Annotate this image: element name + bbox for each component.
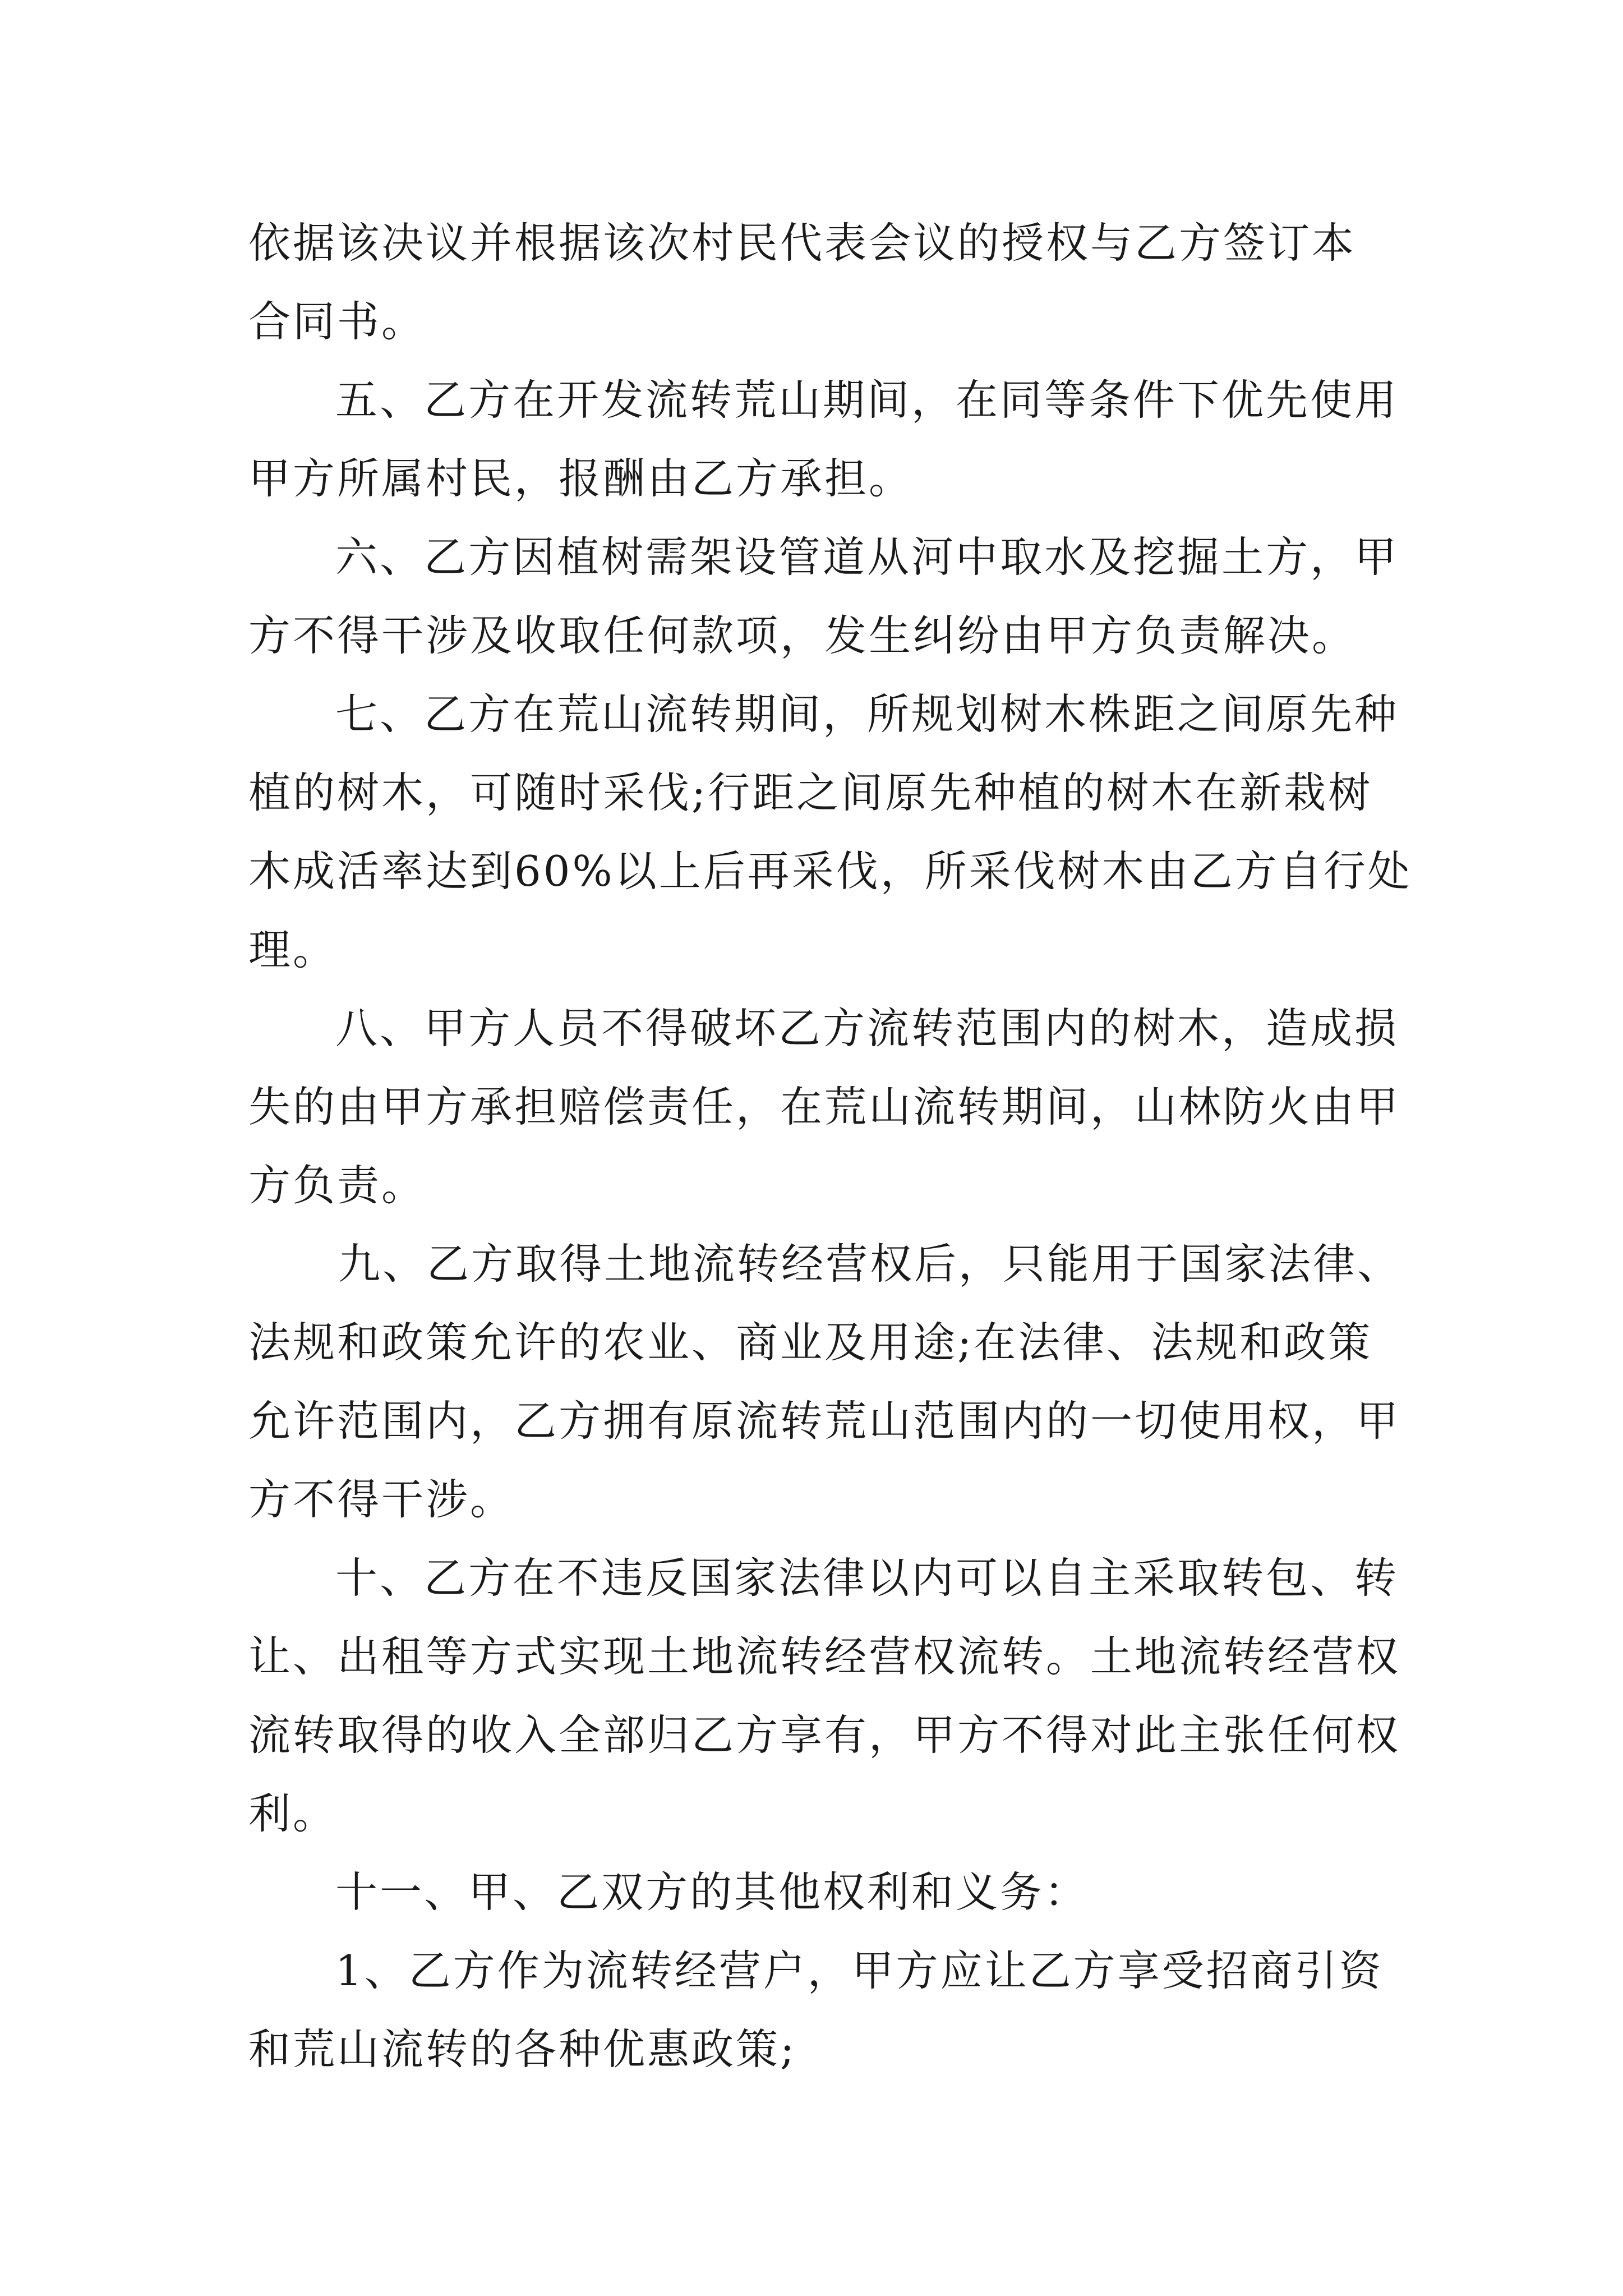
clause-5-line: 五、乙方在开发流转荒山期间，在同等条件下优先使用 [335, 375, 1399, 425]
text-line: 流转取得的收入全部归乙方享有，甲方不得对此主张任何权 [248, 1710, 1401, 1760]
text-line: 方不得干涉及收取任何款项，发生纠纷由甲方负责解决。 [248, 611, 1357, 660]
text-line: 利。 [248, 1789, 338, 1838]
text-line: 理。 [248, 925, 338, 974]
text-line: 法规和政策允许的农业、商业及用途;在法律、法规和政策 [248, 1318, 1373, 1367]
clause-11-heading: 十一、甲、乙双方的其他权利和义务： [335, 1867, 1089, 1917]
text-line: 甲方所属村民，报酬由乙方承担。 [248, 454, 914, 503]
clause-11-item-1: 1、乙方作为流转经营户，甲方应让乙方享受招商引资 [335, 1946, 1384, 1995]
text-line: 失的由甲方承担赔偿责任，在荒山流转期间，山林防火由甲 [248, 1082, 1401, 1131]
text-line: 和荒山流转的各种优惠政策; [248, 2024, 797, 2074]
clause-8-line: 八、甲方人员不得破坏乙方流转范围内的树木，造成损 [335, 1004, 1399, 1053]
clause-7-line: 七、乙方在荒山流转期间，所规划树木株距之间原先种 [335, 689, 1399, 739]
text-line: 木成活率达到60%以上后再采伐，所采伐树木由乙方自行处 [248, 846, 1412, 896]
text-line: 让、出租等方式实现土地流转经营权流转。土地流转经营权 [248, 1632, 1401, 1681]
clause-10-line: 十、乙方在不违反国家法律以内可以自主采取转包、转 [335, 1553, 1399, 1603]
text-line: 方不得干涉。 [248, 1475, 515, 1524]
clause-6-line: 六、乙方因植树需架设管道从河中取水及挖掘土方，甲 [335, 532, 1399, 582]
text-line: 方负责。 [248, 1161, 426, 1210]
text-line: 植的树木，可随时采伐;行距之间原先种植的树木在新栽树 [248, 768, 1373, 817]
text-line: 依据该决议并根据该次村民代表会议的授权与乙方签订本 [248, 218, 1357, 268]
text-line: 合同书。 [248, 297, 426, 346]
clause-9-line: 九、乙方取得土地流转经营权后，只能用于国家法律、 [338, 1239, 1402, 1289]
text-line: 允许范围内，乙方拥有原流转荒山范围内的一切使用权，甲 [248, 1396, 1401, 1446]
